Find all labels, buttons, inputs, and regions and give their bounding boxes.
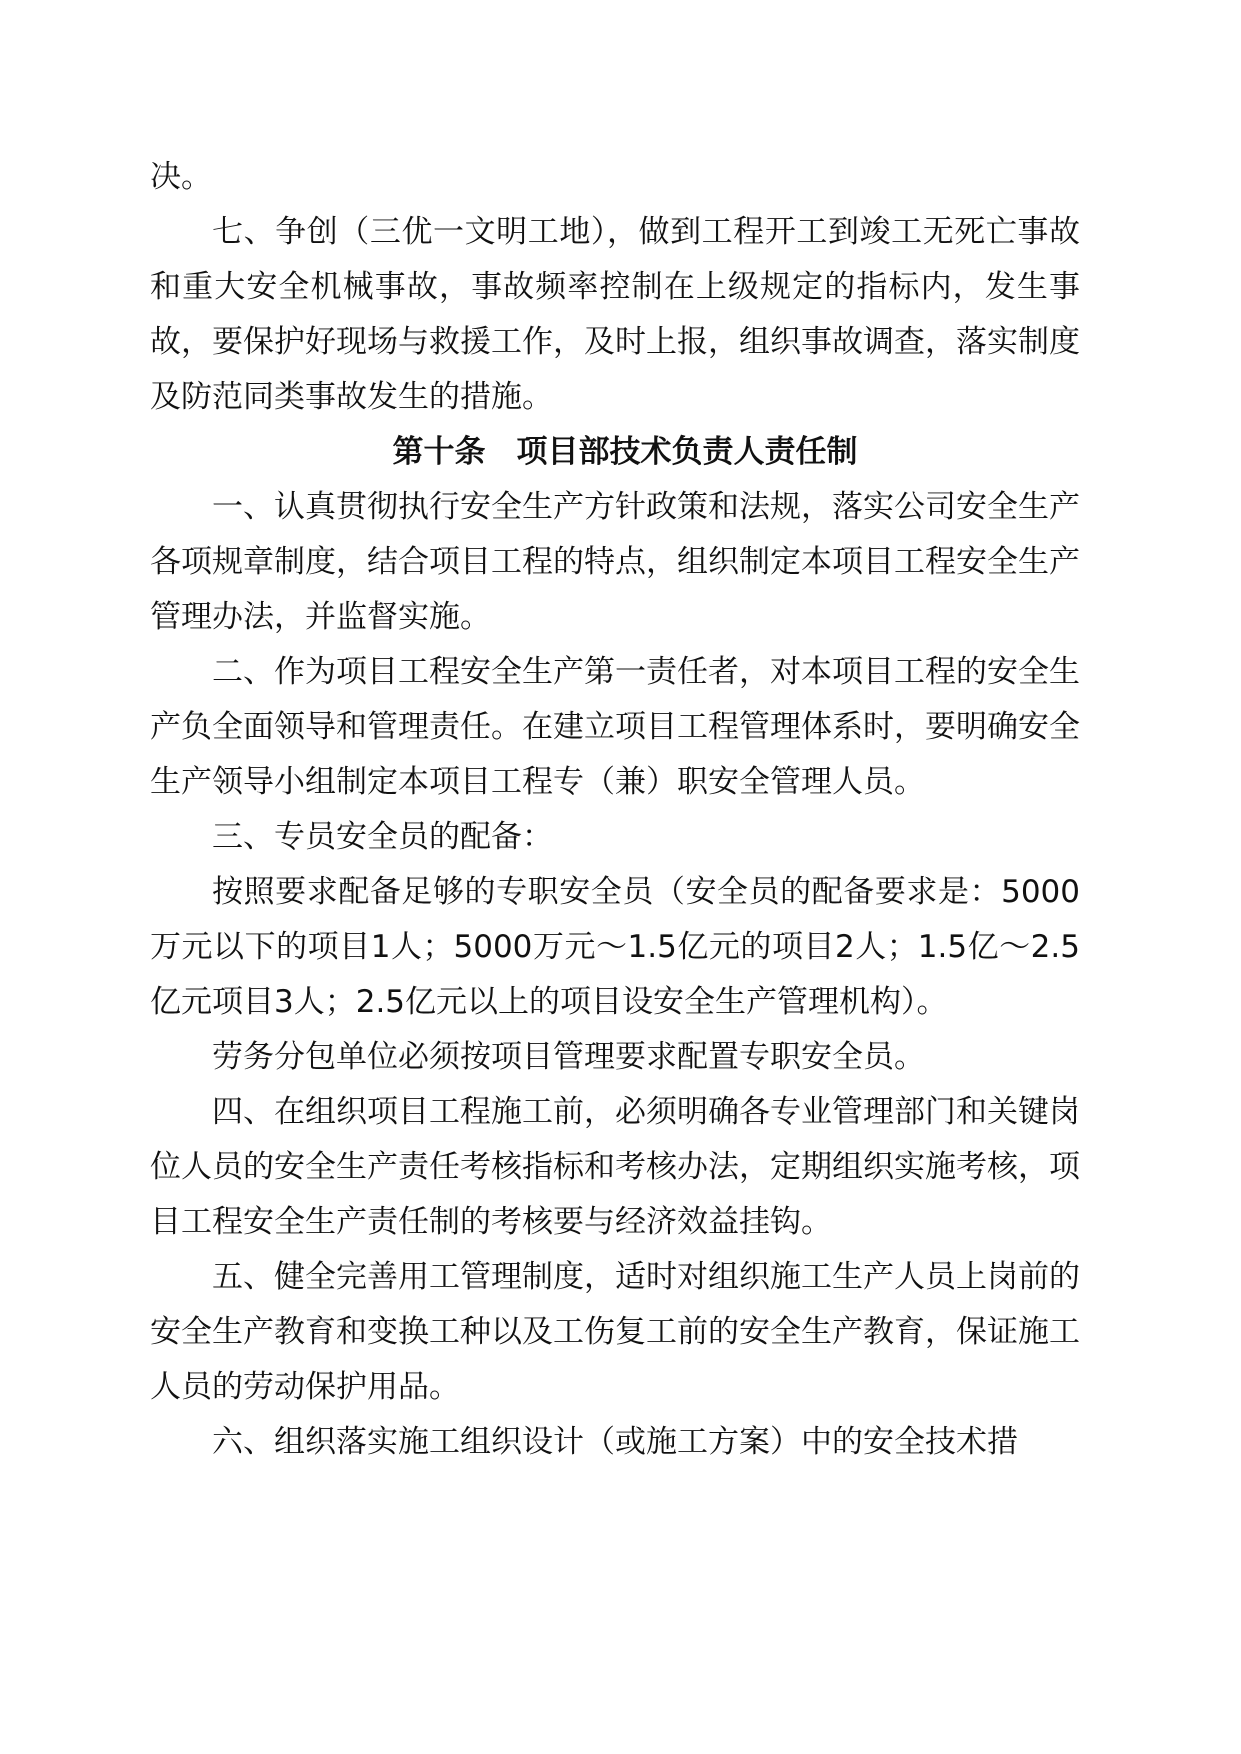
item-3-detail-paragraph: 按照要求配备足够的专职安全员（安全员的配备要求是：5000万元以下的项目1人；5000万元～1.5亿元的项目2人；1.5亿～2.5亿元项目3人；2.5亿元以上的项目设安全生产管理机构）。 <box>150 874 1080 1020</box>
item-2-paragraph: 二、作为项目工程安全生产第一责任者，对本项目工程的安全生产负全面领导和管理责任。在建立项目工程管理体系时，要明确安全生产领导小组制定本项目工程专（兼）职安全管理人员。 <box>150 654 1080 800</box>
item-4-paragraph: 四、在组织项目工程施工前，必须明确各专业管理部门和关键岗位人员的安全生产责任考核指标和考核办法，定期组织实施考核，项目工程安全生产责任制的考核要与经济效益挂钩。 <box>150 1094 1080 1240</box>
item-1-paragraph: 一、认真贯彻执行安全生产方针政策和法规，落实公司安全生产各项规章制度，结合项目工程的特点，组织制定本项目工程安全生产管理办法，并监督实施。 <box>150 489 1080 635</box>
item-7-paragraph: 七、争创（三优一文明工地），做到工程开工到竣工无死亡事故和重大安全机械事故，事故频率控制在上级规定的指标内，发生事故，要保护好现场与救援工作，及时上报，组织事故调查，落实制度及防范同类事故发生的措施。 <box>150 214 1080 415</box>
item-6-paragraph: 六、组织落实施工组织设计（或施工方案）中的安全技术措 <box>212 1424 1018 1460</box>
item-3-labor-paragraph: 劳务分包单位必须按项目管理要求配置专职安全员。 <box>212 1039 925 1075</box>
document-page <box>150 150 1080 1470</box>
item-5-paragraph: 五、健全完善用工管理制度，适时对组织施工生产人员上岗前的安全生产教育和变换工种以及工伤复工前的安全生产教育，保证施工人员的劳动保护用品。 <box>150 1259 1080 1405</box>
section-title: 第十条 项目部技术负责人责任制 <box>392 434 858 470</box>
item-3-paragraph: 三、专员安全员的配备： <box>212 819 553 855</box>
continuation-text: 决。 <box>150 159 212 195</box>
